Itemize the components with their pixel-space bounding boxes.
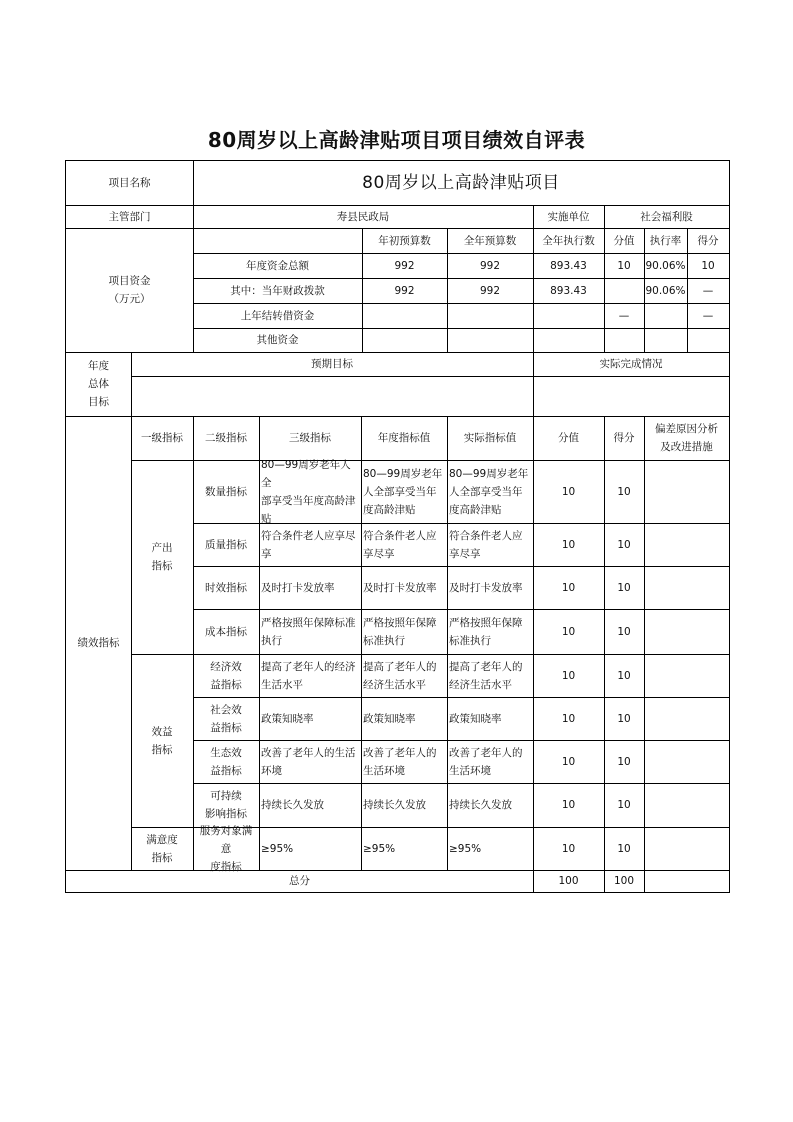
- got-value: 10: [617, 842, 631, 855]
- deviation-analysis: [644, 654, 729, 697]
- score-value: 10: [561, 712, 576, 725]
- funds-cell: 10: [617, 259, 631, 272]
- perf-header-3: 三级指标: [289, 432, 331, 444]
- level1-satisfaction: 满意度 指标: [146, 833, 178, 864]
- total-got: 100: [613, 875, 635, 887]
- funds-row-label: 年度资金总额: [246, 259, 309, 272]
- deviation-analysis: [644, 523, 729, 566]
- annual-target-value: 及时打卡发放率: [363, 581, 437, 594]
- funds-cell: [644, 328, 687, 352]
- level2-indicator: 生态效 益指标: [210, 746, 242, 777]
- annual-target-value: 改善了老年人的 生活环境: [363, 746, 437, 777]
- score-value: 10: [561, 485, 576, 498]
- funds-cell: 992: [479, 284, 501, 297]
- got-value: 10: [617, 485, 631, 498]
- score-value: 10: [561, 842, 576, 855]
- funds-cell: [447, 303, 533, 328]
- deviation-analysis: [644, 783, 729, 827]
- impl-unit-value: 社会福利股: [640, 210, 693, 223]
- funds-cell: 992: [479, 259, 501, 272]
- total-deviation: [644, 870, 729, 892]
- funds-cell: 90.06%: [645, 284, 686, 297]
- project-name-label: 项目名称: [108, 177, 151, 189]
- actual-completion-label: 实际完成情况: [599, 358, 663, 370]
- performance-table: [65, 160, 730, 893]
- dept-value: 寿县民政局: [336, 210, 390, 223]
- level3-indicator: 符合条件老人应享尽 享: [261, 529, 356, 560]
- level3-indicator: 严格按照年保障标准 执行: [261, 616, 356, 647]
- funds-row-label: 其中：当年财政拨款: [230, 284, 325, 297]
- level3-indicator: 持续长久发放: [261, 799, 324, 811]
- deviation-analysis: [644, 740, 729, 783]
- annual-target-value: 提高了老年人的 经济生活水平: [363, 660, 437, 691]
- got-value: 10: [617, 581, 631, 594]
- level2-indicator: 成本指标: [205, 625, 247, 638]
- actual-completion-content: [533, 376, 729, 416]
- funds-cell: —: [702, 284, 714, 297]
- level3-indicator: ≥95%: [261, 842, 294, 855]
- deviation-analysis: [644, 566, 729, 609]
- level2-indicator: 经济效 益指标: [210, 660, 242, 691]
- deviation-analysis: [644, 827, 729, 870]
- perf-header-4: 年度指标值: [377, 432, 431, 444]
- dept-label: 主管部门: [108, 210, 151, 223]
- annual-target-value: 严格按照年保障 标准执行: [363, 616, 437, 647]
- funds-row-label: 其他资金: [256, 334, 299, 346]
- got-value: 10: [617, 755, 631, 768]
- level1-output: 产出 指标: [151, 542, 173, 572]
- funds-cell: [644, 303, 687, 328]
- level1-benefit: 效益 指标: [151, 725, 173, 756]
- funds-header-1: 年初预算数: [378, 234, 431, 247]
- deviation-analysis: [644, 460, 729, 523]
- deviation-analysis: [644, 697, 729, 740]
- level3-indicator: 80—99周岁老年人全 部享受当年度高龄津 贴: [261, 458, 356, 525]
- got-value: 10: [617, 538, 631, 551]
- score-value: 10: [561, 669, 576, 682]
- score-value: 10: [561, 755, 576, 768]
- funds-cell: 10: [701, 259, 715, 272]
- funds-cell: [447, 328, 533, 352]
- level3-indicator: 提高了老年人的经济 生活水平: [261, 660, 356, 691]
- expected-goal-content: [131, 376, 533, 416]
- score-value: 10: [561, 581, 576, 594]
- actual-value: 严格按照年保障 标准执行: [449, 616, 523, 647]
- actual-value: 及时打卡发放率: [449, 581, 523, 594]
- perf-indicator-label: 绩效指标: [77, 637, 120, 649]
- level2-indicator: 服务对象满意 度指标: [199, 824, 253, 873]
- annual-target-value: 持续长久发放: [363, 799, 426, 811]
- got-value: 10: [617, 799, 631, 811]
- impl-unit-label: 实施单位: [547, 210, 590, 223]
- perf-header-7: 得分: [613, 432, 635, 444]
- funds-header-2: 全年预算数: [463, 234, 517, 247]
- level2-indicator: 可持续 影响指标: [205, 790, 247, 820]
- level3-indicator: 政策知晓率: [261, 712, 314, 725]
- total-label: 总分: [289, 875, 310, 887]
- score-value: 10: [561, 799, 576, 811]
- deviation-analysis: [644, 609, 729, 654]
- funds-cell: [604, 278, 644, 303]
- got-value: 10: [617, 712, 631, 725]
- got-value: 10: [617, 669, 631, 682]
- funds-cell: [604, 328, 644, 352]
- funds-header-5: 执行率: [649, 234, 682, 247]
- actual-value: 符合条件老人应 享尽享: [449, 529, 523, 560]
- perf-header-2: 二级指标: [205, 432, 247, 444]
- funds-cell: 992: [394, 284, 415, 297]
- funds-cell: [533, 328, 604, 352]
- annual-target-value: ≥95%: [363, 842, 396, 855]
- perf-header-5: 实际指标值: [463, 432, 517, 444]
- funds-row-label: 上年结转借资金: [240, 309, 315, 322]
- funds-header-4: 分值: [613, 234, 635, 247]
- annual-target-value: 符合条件老人应 享尽享: [363, 529, 437, 560]
- level3-indicator: 及时打卡发放率: [261, 581, 335, 594]
- annual-goal-label: 年度 总体 目标: [88, 360, 109, 408]
- perf-header-6: 分值: [558, 432, 579, 444]
- actual-value: 改善了老年人的 生活环境: [449, 746, 523, 777]
- perf-header-deviation: 偏差原因分析 及改进措施: [655, 423, 718, 453]
- level2-indicator: 质量指标: [205, 538, 247, 551]
- funds-cell: 893.43: [550, 284, 587, 297]
- funds-cell: [362, 328, 447, 352]
- actual-value: ≥95%: [449, 842, 482, 855]
- annual-target-value: 政策知晓率: [363, 712, 416, 725]
- funds-cell: [533, 303, 604, 328]
- document-title: 80周岁以上高龄津贴项目项目绩效自评表: [207, 128, 586, 152]
- funds-header-3: 全年执行数: [542, 234, 595, 247]
- actual-value: 持续长久发放: [449, 799, 512, 811]
- funds-cell: [362, 303, 447, 328]
- funds-header-6: 得分: [697, 234, 719, 247]
- funds-cell: [687, 328, 729, 352]
- funds-header-blank: [193, 228, 362, 253]
- funds-cell: —: [702, 309, 714, 322]
- score-value: 10: [561, 625, 576, 638]
- actual-value: 政策知晓率: [449, 712, 502, 725]
- actual-value: 提高了老年人的 经济生活水平: [449, 660, 523, 691]
- funds-label: 项目资金 （万元）: [108, 275, 151, 305]
- funds-cell: 992: [394, 259, 415, 272]
- annual-target-value: 80—99周岁老年 人全部享受当年 度高龄津贴: [363, 467, 443, 516]
- expected-goal-label: 预期目标: [311, 358, 353, 370]
- actual-value: 80—99周岁老年 人全部享受当年 度高龄津贴: [449, 467, 529, 516]
- got-value: 10: [617, 625, 631, 638]
- perf-header-1: 一级指标: [141, 432, 183, 444]
- funds-cell: 893.43: [550, 259, 587, 272]
- level2-indicator: 时效指标: [205, 581, 247, 594]
- level2-indicator: 数量指标: [205, 485, 247, 498]
- funds-cell: —: [618, 309, 630, 322]
- total-score: 100: [558, 875, 579, 887]
- funds-cell: 90.06%: [645, 259, 686, 272]
- project-name-value: 80周岁以上高龄津贴项目: [362, 173, 560, 193]
- level3-indicator: 改善了老年人的生活 环境: [261, 746, 356, 777]
- score-value: 10: [561, 538, 576, 551]
- level2-indicator: 社会效 益指标: [210, 703, 242, 734]
